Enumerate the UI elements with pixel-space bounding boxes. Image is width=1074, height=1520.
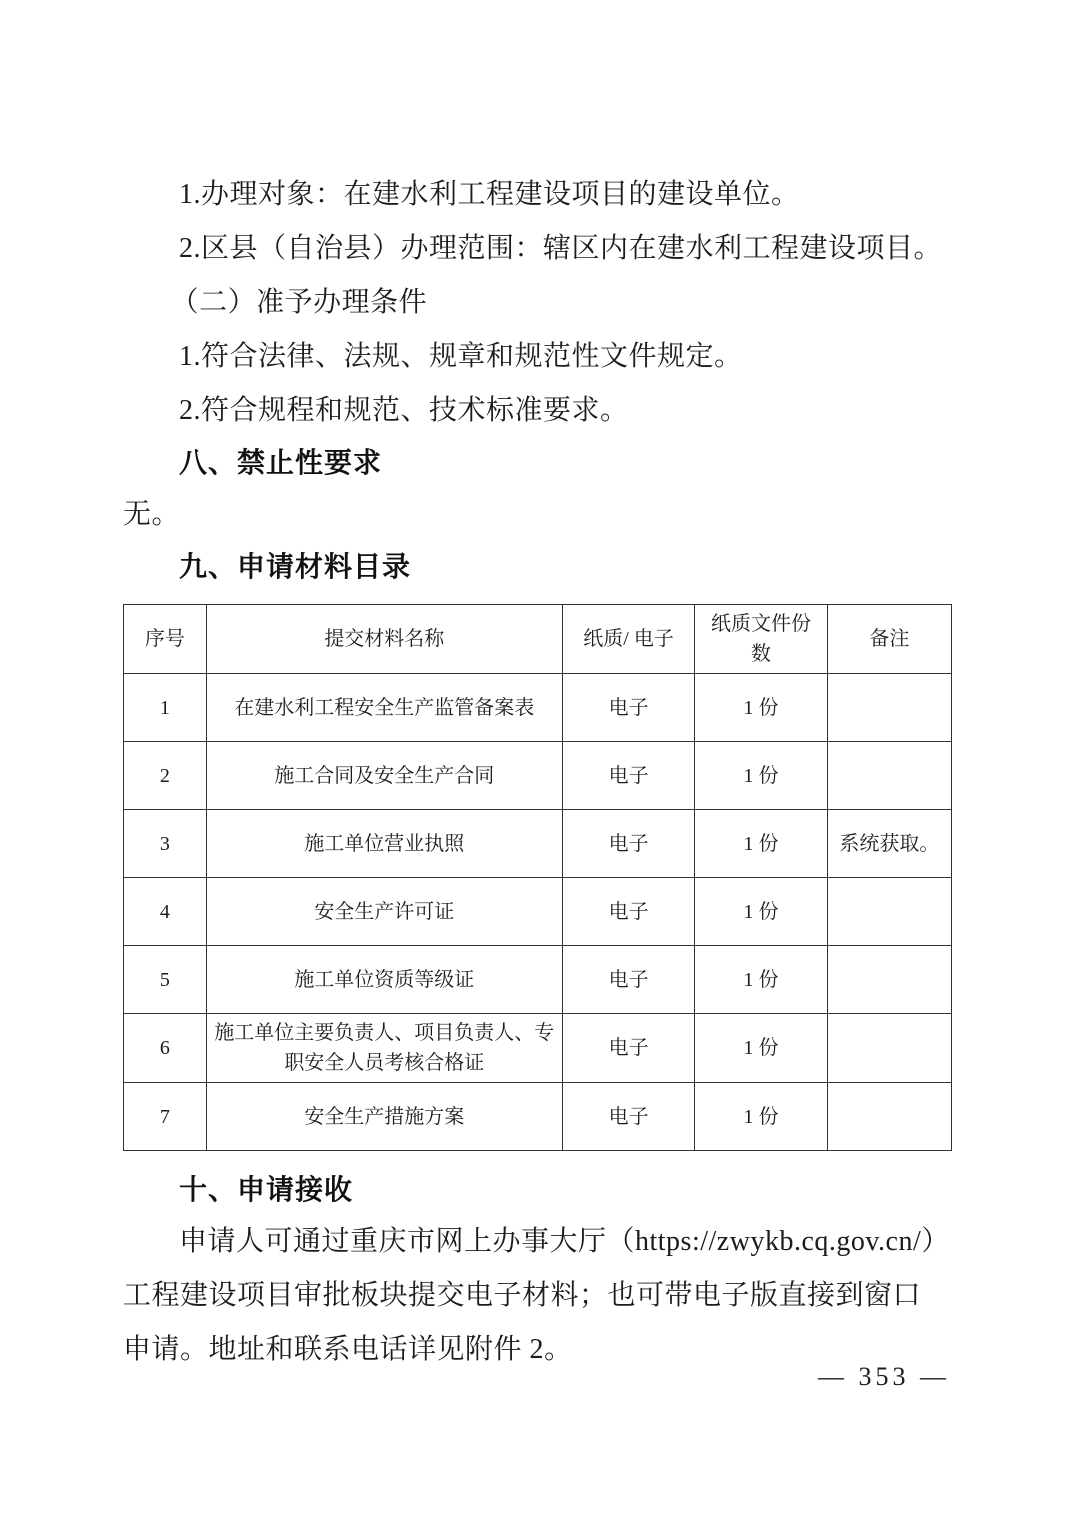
cell-serial: 5 bbox=[124, 946, 207, 1014]
cell-note bbox=[827, 1083, 951, 1151]
cell-copies: 1 份 bbox=[695, 674, 827, 742]
cell-medium: 电子 bbox=[562, 878, 694, 946]
table-row bbox=[124, 1014, 952, 1083]
cell-material-name: 施工单位主要负责人、项目负责人、专职安全人员考核合格证 bbox=[206, 1014, 562, 1083]
cell-serial: 1 bbox=[124, 674, 207, 742]
table-row bbox=[124, 878, 952, 946]
table-row bbox=[124, 810, 952, 878]
cell-note bbox=[827, 674, 951, 742]
section-heading-prohibitive-requirements: 八、禁止性要求 bbox=[179, 447, 383, 478]
paragraph-district-scope: 2.区县（自治县）办理范围：辖区内在建水利工程建设项目。 bbox=[179, 233, 943, 264]
cell-material-name: 施工合同及安全生产合同 bbox=[206, 742, 562, 810]
section-heading-application-materials: 九、申请材料目录 bbox=[179, 551, 412, 582]
cell-note bbox=[827, 1014, 951, 1083]
table-header-row bbox=[124, 605, 952, 674]
paragraph-handling-target: 1.办理对象：在建水利工程建设项目的建设单位。 bbox=[179, 179, 800, 210]
cell-note: 系统获取。 bbox=[827, 810, 951, 878]
header-material-name: 提交材料名称 bbox=[206, 605, 562, 674]
cell-note bbox=[827, 878, 951, 946]
paragraph-closing-line-2: 工程建设项目审批板块提交电子材料；也可带电子版直接到窗口 bbox=[123, 1280, 922, 1311]
paragraph-closing-line-1: 申请人可通过重庆市网上办事大厅（https://zwykb.cq.gov.cn/） bbox=[179, 1226, 950, 1257]
cell-copies: 1 份 bbox=[695, 742, 827, 810]
cell-note bbox=[827, 742, 951, 810]
cell-serial: 4 bbox=[124, 878, 207, 946]
paragraph-closing-line-3: 申请。地址和联系电话详见附件 2。 bbox=[123, 1334, 573, 1365]
page-number: — 353 — bbox=[818, 1362, 950, 1391]
cell-medium: 电子 bbox=[562, 1083, 694, 1151]
cell-serial: 2 bbox=[124, 742, 207, 810]
header-serial-number: 序号 bbox=[124, 605, 207, 674]
cell-medium: 电子 bbox=[562, 810, 694, 878]
header-remarks: 备注 bbox=[827, 605, 951, 674]
materials-table bbox=[123, 604, 952, 1151]
paragraph-none: 无。 bbox=[123, 499, 181, 530]
cell-material-name: 安全生产许可证 bbox=[206, 878, 562, 946]
cell-copies: 1 份 bbox=[695, 1014, 827, 1083]
table-row bbox=[124, 742, 952, 810]
cell-note bbox=[827, 946, 951, 1014]
section-heading-application-receipt: 十、申请接收 bbox=[179, 1174, 354, 1205]
cell-copies: 1 份 bbox=[695, 878, 827, 946]
cell-material-name: 施工单位营业执照 bbox=[206, 810, 562, 878]
cell-medium: 电子 bbox=[562, 1014, 694, 1083]
cell-material-name: 在建水利工程安全生产监管备案表 bbox=[206, 674, 562, 742]
cell-copies: 1 份 bbox=[695, 1083, 827, 1151]
paragraph-condition-2: 2.符合规程和规范、技术标准要求。 bbox=[179, 395, 629, 426]
table-row bbox=[124, 946, 952, 1014]
cell-serial: 7 bbox=[124, 1083, 207, 1151]
cell-copies: 1 份 bbox=[695, 946, 827, 1014]
header-paper-electronic: 纸质/ 电子 bbox=[562, 605, 694, 674]
cell-material-name: 施工单位资质等级证 bbox=[206, 946, 562, 1014]
table-row bbox=[124, 1083, 952, 1151]
paragraph-approval-conditions-title: （二）准予办理条件 bbox=[170, 287, 428, 318]
cell-copies: 1 份 bbox=[695, 810, 827, 878]
header-paper-copies: 纸质文件份数 bbox=[695, 605, 827, 674]
cell-serial: 6 bbox=[124, 1014, 207, 1083]
cell-medium: 电子 bbox=[562, 946, 694, 1014]
cell-serial: 3 bbox=[124, 810, 207, 878]
paragraph-condition-1: 1.符合法律、法规、规章和规范性文件规定。 bbox=[179, 341, 743, 372]
cell-medium: 电子 bbox=[562, 674, 694, 742]
cell-material-name: 安全生产措施方案 bbox=[206, 1083, 562, 1151]
table-row bbox=[124, 674, 952, 742]
cell-medium: 电子 bbox=[562, 742, 694, 810]
document-content bbox=[123, 168, 952, 1377]
